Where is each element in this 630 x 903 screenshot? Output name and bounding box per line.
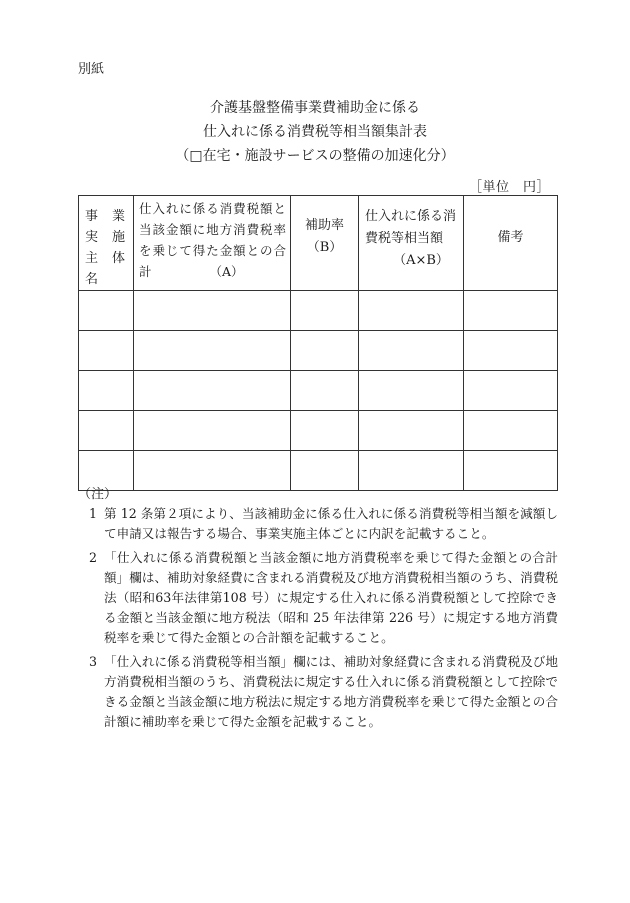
header-col-b-label: 補助率	[304, 218, 344, 233]
table-row	[79, 411, 558, 451]
note-number: 3	[89, 654, 98, 669]
note-number: 1	[89, 506, 98, 521]
table-header-row	[79, 196, 558, 291]
note-text: 「仕入れに係る消費税額と当該金額に地方消費税率を乗じて得た金額との合計額」欄は、補助対象経費に含まれる消費税及び地方消費税相当額のうち、消費税法（昭和63年法律第108 号）に規定する仕入れに係る消費税額として控除できる金額と当該金額に地方税法（昭和 25 年法律第 226 号）に規定する地方消費税率を乗じて得た金額との合計額を記載すること。	[104, 550, 558, 645]
header-col-a-symbol: （A）	[209, 264, 244, 279]
table-cell[interactable]	[291, 331, 359, 371]
table-row	[79, 451, 558, 491]
header-col-b-symbol: （B）	[306, 240, 343, 255]
document-title	[0, 96, 630, 168]
header-col-c	[359, 196, 464, 291]
table-cell[interactable]	[464, 331, 558, 371]
table-cell[interactable]	[291, 411, 359, 451]
unit-label: ［単位 円］	[468, 180, 550, 195]
table-cell[interactable]	[291, 451, 359, 491]
table-cell[interactable]	[291, 371, 359, 411]
table-cell[interactable]	[359, 371, 464, 411]
table-cell[interactable]	[464, 371, 558, 411]
note-number: 2	[89, 550, 98, 565]
note-text: 「仕入れに係る消費税等相当額」欄には、補助対象経費に含まれる消費税及び地方消費税相当額のうち、消費税法に規定する仕入れに係る消費税額として控除できる金額と当該金額に地方税法に規定する地方消費税率を乗じて得た金額との合計額に補助率を乗じて得た金額を記載すること。	[104, 654, 558, 729]
summary-table	[78, 195, 558, 491]
header-col-b-text	[291, 196, 358, 259]
table-cell[interactable]	[134, 411, 291, 451]
table-cell[interactable]	[359, 291, 464, 331]
title-line-1: 介護基盤整備事業費補助金に係る	[210, 100, 420, 116]
note-item	[78, 652, 558, 732]
header-col-d-label: 備考	[497, 230, 524, 245]
table-cell[interactable]	[134, 451, 291, 491]
attachment-label: 別紙	[78, 62, 105, 77]
table-cell[interactable]	[359, 331, 464, 371]
header-col-d	[464, 196, 558, 291]
table-cell[interactable]	[359, 411, 464, 451]
header-col-c-symbol: （A×B）	[393, 253, 449, 268]
header-col-a-text	[134, 196, 290, 282]
table-cell[interactable]	[79, 331, 134, 371]
note-item	[78, 548, 558, 648]
table-cell[interactable]	[134, 291, 291, 331]
table-row	[79, 331, 558, 371]
table-cell[interactable]	[79, 411, 134, 451]
table-cell[interactable]	[464, 451, 558, 491]
notes-heading: （注）	[78, 487, 118, 502]
table-cell[interactable]	[359, 451, 464, 491]
table-cell[interactable]	[79, 371, 134, 411]
notes-list	[78, 504, 558, 736]
table-cell[interactable]	[464, 411, 558, 451]
table-row	[79, 291, 558, 331]
header-col-a	[134, 196, 291, 291]
header-col-c-label: 仕入れに係る消費税等相当額	[365, 209, 457, 246]
header-entity-label: 事業実施主体名	[85, 209, 131, 287]
header-entity	[79, 196, 134, 291]
header-col-c-text	[359, 196, 463, 272]
header-col-b	[291, 196, 359, 291]
table-cell[interactable]	[134, 371, 291, 411]
table-cell[interactable]	[134, 331, 291, 371]
table-row	[79, 371, 558, 411]
table-cell[interactable]	[291, 291, 359, 331]
title-line-2: 仕入れに係る消費税等相当額集計表	[203, 124, 427, 140]
note-item	[78, 504, 558, 544]
title-line-3: （□在宅・施設サービスの整備の加速化分）	[175, 148, 455, 164]
table-cell[interactable]	[464, 291, 558, 331]
table-cell[interactable]	[79, 291, 134, 331]
note-text: 第 12 条第２項により、当該補助金に係る仕入れに係る消費税等相当額を減額して申請又は報告する場合、事業実施主体ごとに内訳を記載すること。	[104, 506, 558, 541]
header-col-a-label: 仕入れに係る消費税額と当該金額に地方消費税率を乗じて得た金額との合計	[139, 201, 286, 279]
